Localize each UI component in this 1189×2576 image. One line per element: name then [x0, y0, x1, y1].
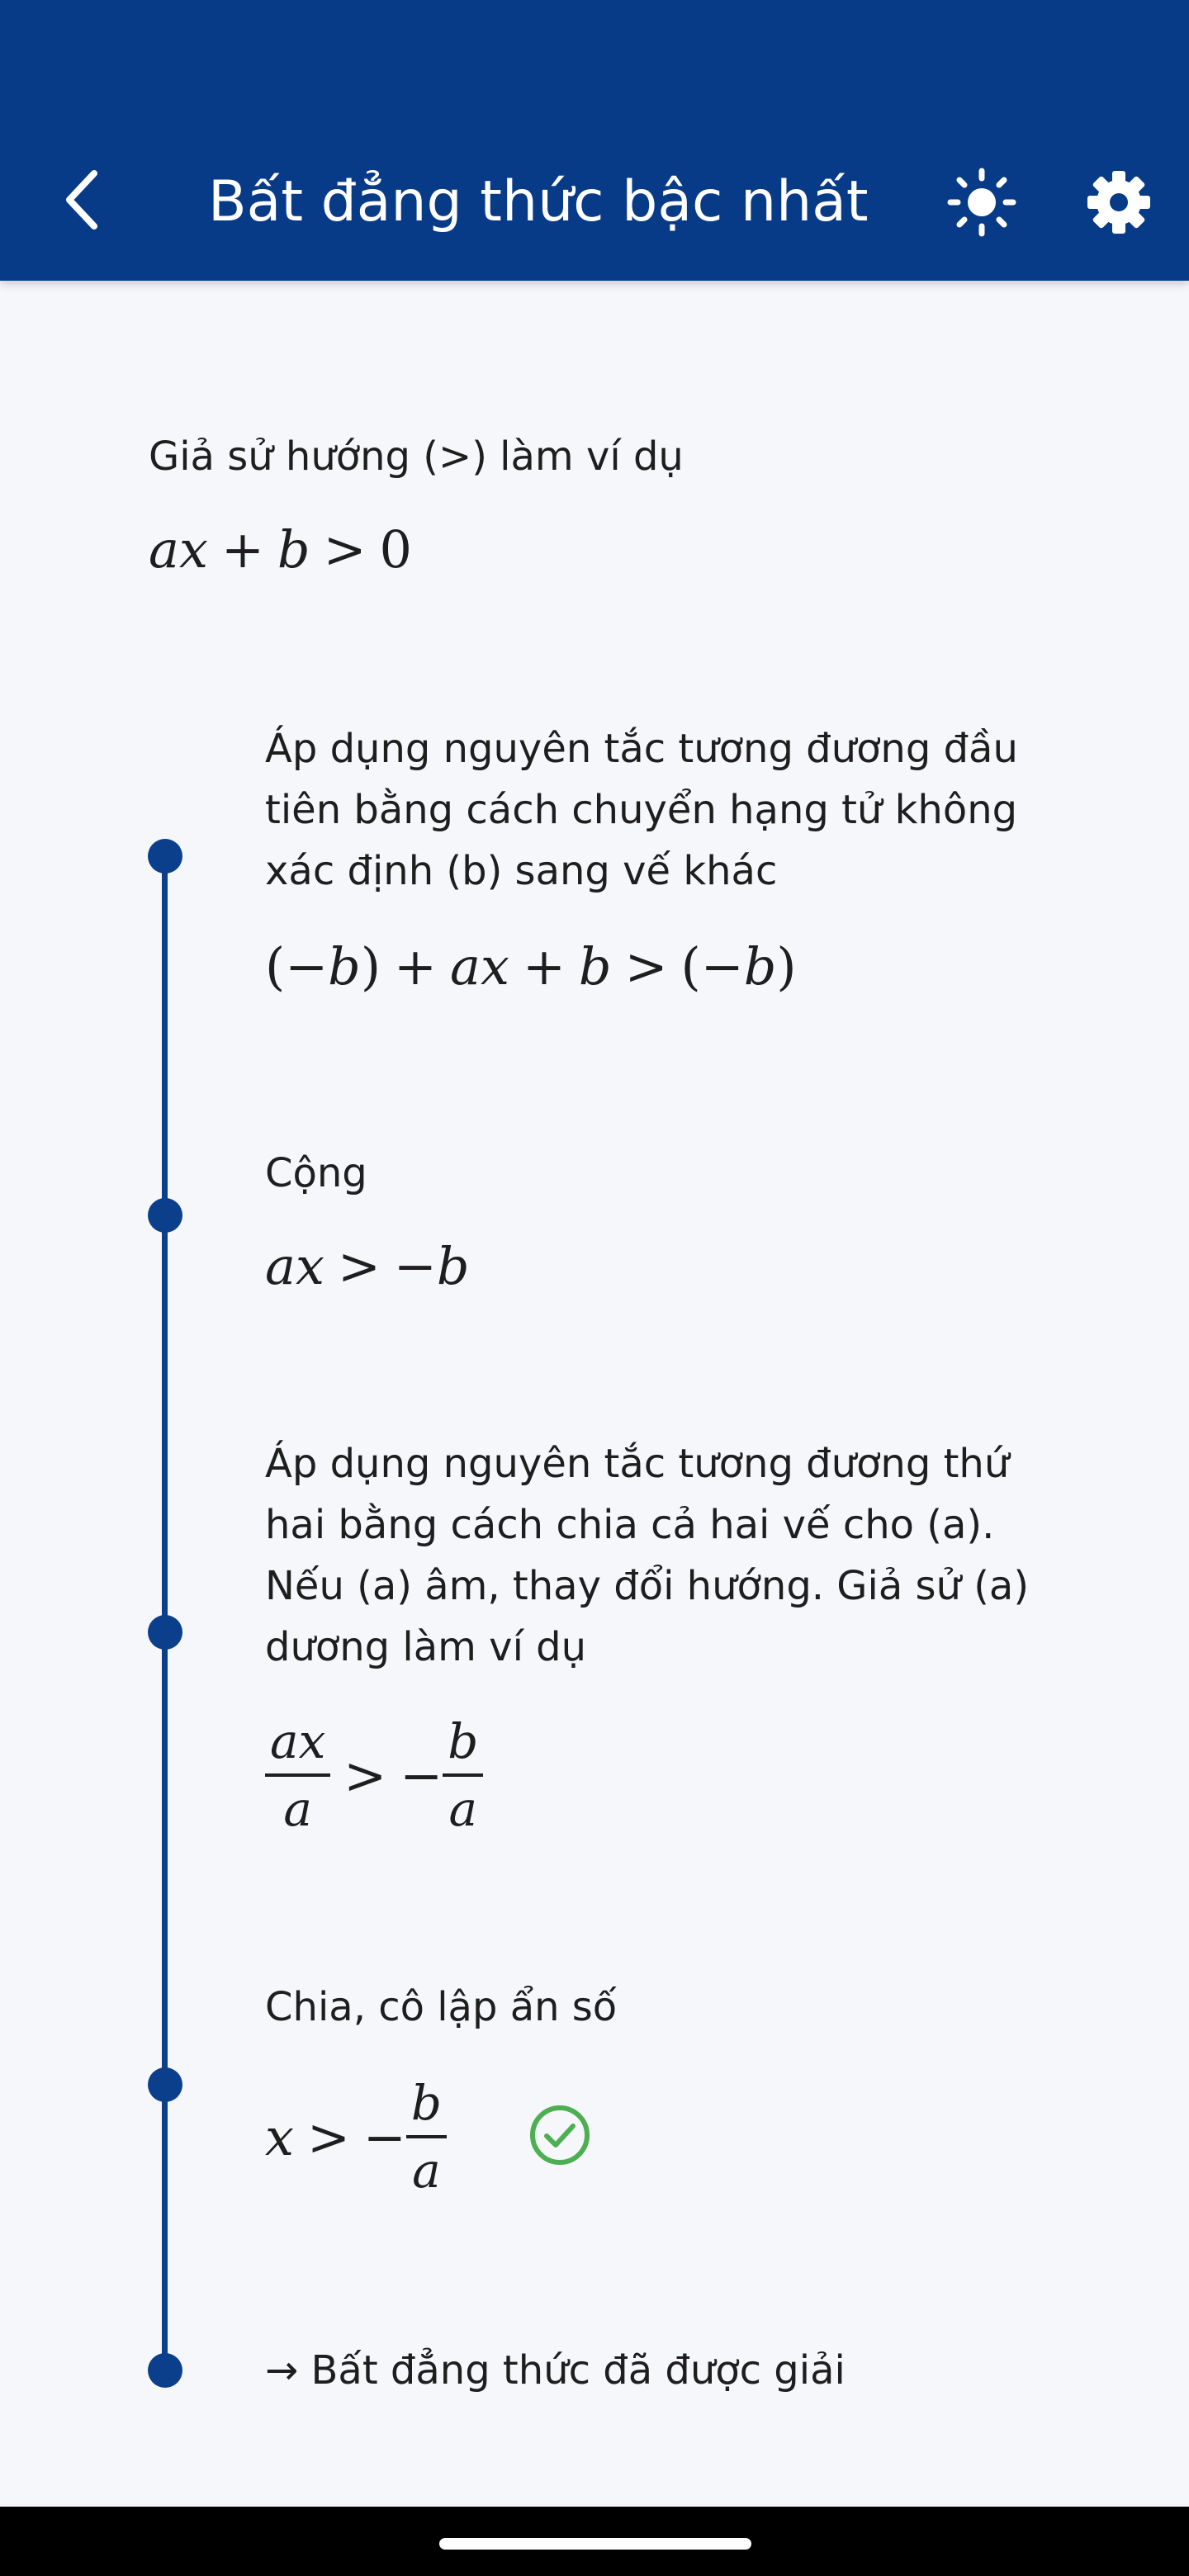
fraction: $\frac{b}{a}$ [443, 1717, 483, 1833]
sun-icon [947, 168, 1016, 237]
step-description: Áp dụng nguyên tắc tương đương thứ hai bằng cách chia cả hai vế cho (a). Nếu (a) âm, thay đổi hướng. Giả sử (a) dương làm ví dụ [265, 1441, 1030, 1670]
app-bar [0, 0, 1189, 281]
intro-formula: ax + b > 0 [149, 519, 412, 580]
timeline-dot [148, 2067, 182, 2102]
timeline-dot [148, 839, 182, 874]
step-formula: ax > − b [265, 1235, 470, 1296]
home-indicator[interactable] [439, 2538, 751, 2550]
fraction: $\frac{ax}{a}$ [265, 1717, 330, 1833]
step-description: Chia, cô lập ẩn số [265, 1984, 618, 2030]
timeline-dot [148, 2353, 182, 2388]
step-formula: $\frac{ax}{a}$ > − $\frac{b}{a}$ [265, 1709, 483, 1841]
timeline-dot [148, 1198, 182, 1233]
step-description: Cộng [265, 1150, 367, 1196]
fraction: $\frac{b}{a}$ [406, 2079, 447, 2195]
chevron-left-icon [59, 167, 106, 233]
back-button[interactable] [50, 160, 116, 239]
check-circle-icon [528, 2104, 591, 2166]
intro-text: Giả sử hướng (>) làm ví dụ [149, 433, 684, 480]
timeline-dot [148, 1615, 182, 1650]
gear-icon [1086, 169, 1152, 235]
theme-toggle-button[interactable] [945, 165, 1019, 239]
page-title: Bất đẳng thức bậc nhất [208, 169, 869, 234]
settings-button[interactable] [1082, 165, 1156, 239]
step-formula: (− b ) + ax + b > (− b ) [265, 935, 797, 997]
result-text: → Bất đẳng thức đã được giải [265, 2347, 846, 2394]
step-formula: x > − $\frac{b}{a}$ [265, 2071, 447, 2203]
step-description: Áp dụng nguyên tắc tương đương đầu tiên bằng cách chuyển hạng tử không xác định (b) sang vế khác [265, 726, 1018, 894]
